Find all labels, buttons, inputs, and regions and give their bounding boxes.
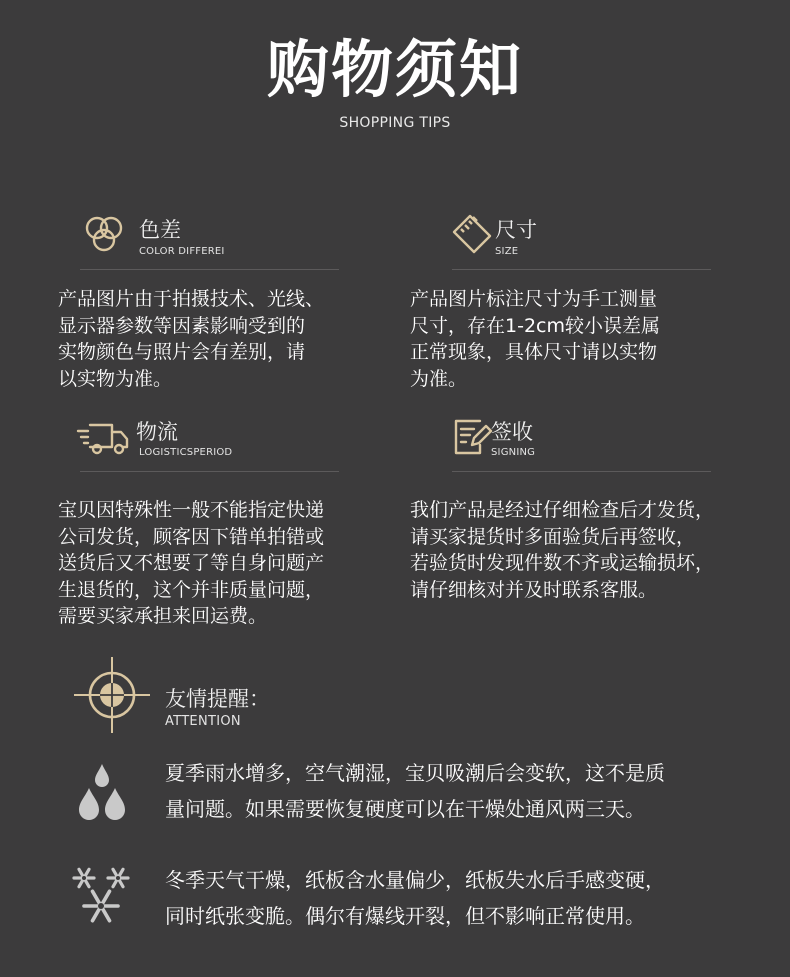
section-divider xyxy=(452,471,711,472)
page-title: 购物须知 xyxy=(266,33,523,106)
three-circles-icon xyxy=(82,212,126,256)
delivery-truck-icon xyxy=(76,415,130,459)
section-body-color: 产品图片由于拍摄技术、光线、 显示器参数等因素影响受到的 实物颜色与照片会有差别，请 以实物为准。 xyxy=(58,288,325,390)
section-title-color: 色差 xyxy=(139,218,181,242)
section-divider xyxy=(80,471,339,472)
tip-text-winter: 冬季天气干燥，纸板含水量偏少，纸板失水后手感变硬， 同时纸张变脆。偶尔有爆线开裂，但不影响正常使用。 xyxy=(165,868,665,928)
section-subtitle-logistics: LOGISTICSPERIOD xyxy=(139,447,233,458)
section-title-signing: 签收 xyxy=(491,420,533,444)
ruler-icon xyxy=(450,212,494,256)
section-subtitle-size: SIZE xyxy=(495,246,519,257)
section-subtitle-signing: SIGNING xyxy=(491,447,536,458)
attention-title: 友情提醒： xyxy=(165,687,270,711)
section-subtitle-color: COLOR DIFFEREI xyxy=(139,246,225,257)
attention-subtitle: ATTENTION xyxy=(165,714,241,729)
section-title-size: 尺寸 xyxy=(495,218,537,242)
water-drops-icon xyxy=(74,764,130,824)
section-divider xyxy=(80,269,339,270)
section-body-signing: 我们产品是经过仔细检查后才发货， 请买家提货时多面验货后再签收， 若验货时发现件数不齐或运输损坏， 请仔细核对并及时联系客服。 xyxy=(410,499,715,601)
snowflakes-icon xyxy=(70,862,134,926)
crosshair-target-icon xyxy=(74,657,150,733)
section-body-size: 产品图片标注尺寸为手工测量 尺寸，存在1-2cm较小误差属 正常现象，具体尺寸请以实物 为准。 xyxy=(410,288,660,390)
page-subtitle: SHOPPING TIPS xyxy=(339,115,451,131)
signing-pen-icon xyxy=(450,415,494,459)
tip-text-summer: 夏季雨水增多，空气潮湿，宝贝吸潮后会变软，这不是质 量问题。如果需要恢复硬度可以在干燥处通风两三天。 xyxy=(165,761,665,821)
section-title-logistics: 物流 xyxy=(136,420,178,444)
section-divider xyxy=(452,269,711,270)
section-body-logistics: 宝贝因特殊性一般不能指定快递 公司发货，顾客因下错单拍错或 送货后又不想要了等自身问题产 生退货的，这个并非质量问题， 需要买家承担来回运费。 xyxy=(58,499,325,627)
